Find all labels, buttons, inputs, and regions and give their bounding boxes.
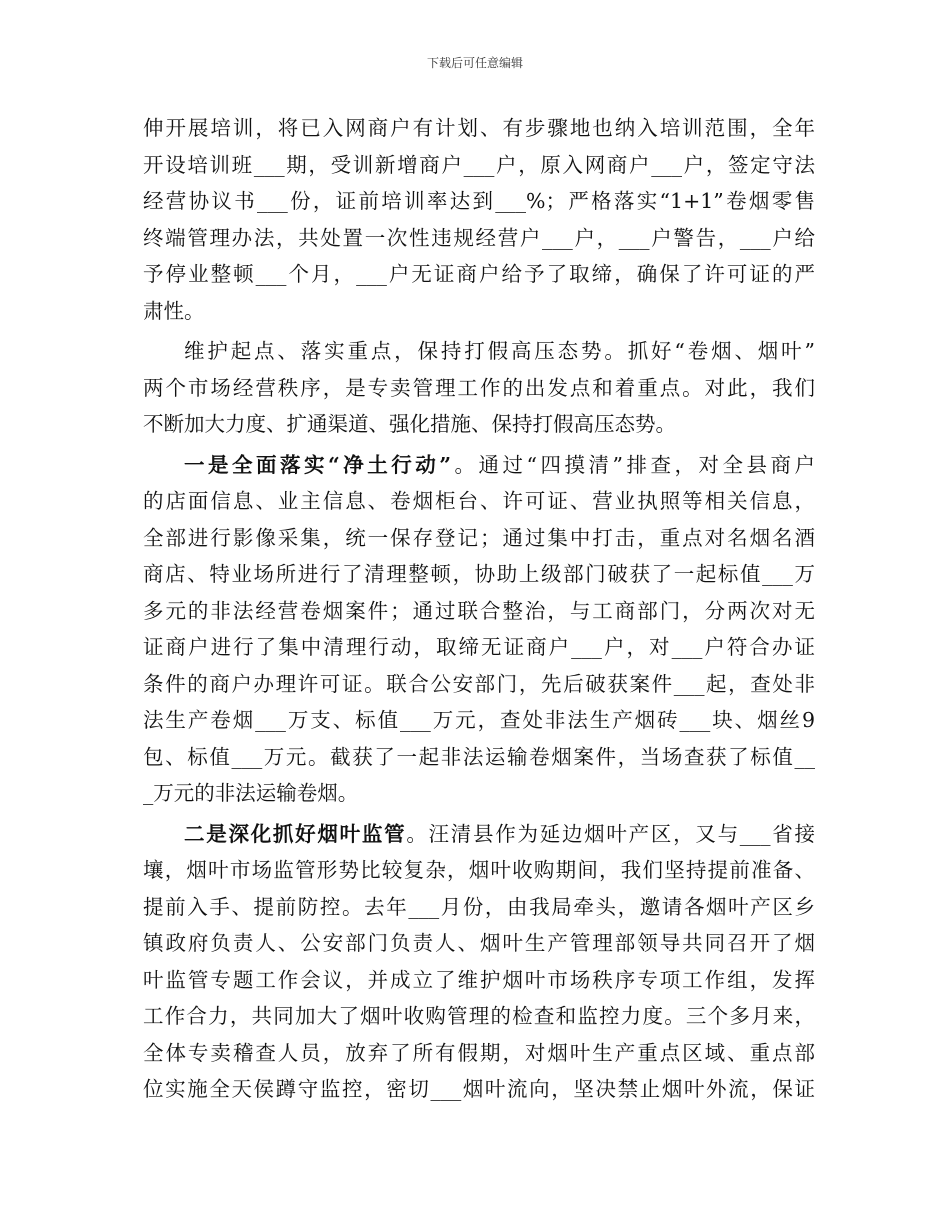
- text-line: _万元的非法运输卷烟。: [143, 781, 359, 805]
- text-line: 经营协议书___份，证前培训率达到___%；严格落实“1+1”卷烟零售: [143, 189, 815, 213]
- text-line: [143, 816, 815, 853]
- text-line: 予停业整顿___个月，___户无证商户给予了取缔，确保了许可证的严: [143, 262, 815, 286]
- text-line: 包、标值___万元。截获了一起非法运输卷烟案件，当场查获了标值__: [143, 744, 815, 769]
- text-span: 。汪清县作为延边烟叶产区，又与___省接: [406, 821, 816, 846]
- text-line: 提前入手、提前防控。去年___月份，由我局牵头，邀请各烟叶产区乡: [143, 894, 815, 919]
- text-line: 维护起点、落实重点，保持打假高压态势。抓好“卷烟、烟叶”: [184, 339, 815, 363]
- text-line: 工作合力，共同加大了烟叶收购管理的检查和监控力度。三个多月来，: [143, 1004, 815, 1028]
- text-line: 全体专卖稽查人员，放弃了所有假期，对烟叶生产重点区域、重点部: [143, 1040, 815, 1065]
- text-line: 的店面信息、业主信息、卷烟柜台、许可证、营业执照等相关信息，: [143, 489, 815, 513]
- paragraph-lead-bold: 一是全面落实“净土行动”: [184, 452, 452, 477]
- text-line: 镇政府负责人、公安部门负责人、烟叶生产管理部领导共同召开了烟: [143, 931, 815, 955]
- paragraph: [143, 816, 815, 1108]
- text-line: 壤，烟叶市场监管形势比较复杂，烟叶收购期间，我们坚持提前准备、: [143, 858, 815, 882]
- text-span: 。通过“四摸清”排查，对全县商户: [451, 452, 815, 477]
- text-line: 商店、特业场所进行了清理整顿，协助上级部门破获了一起标值___万: [143, 562, 815, 586]
- text-line: 多元的非法经营卷烟案件；通过联合整治，与工商部门，分两次对无: [143, 598, 815, 623]
- text-line: 两个市场经营秩序，是专卖管理工作的出发点和着重点。对此，我们: [143, 375, 815, 400]
- text-line: 终端管理办法，共处置一次性违规经营户___户，___户警告，___户给: [143, 225, 815, 250]
- text-line: 全部进行影像采集，统一保存登记；通过集中打击，重点对名烟名酒: [143, 525, 815, 550]
- page-header: 下载后可任意编辑: [426, 56, 523, 70]
- paragraph: [143, 110, 815, 329]
- text-line: 条件的商户办理许可证。联合公安部门，先后破获案件___起，查处非: [143, 671, 815, 696]
- paragraph-lead-bold: 二是深化抓好烟叶监管: [184, 821, 407, 846]
- text-line: 叶监管专题工作会议，并成立了维护烟叶市场秩序专项工作组，发挥: [143, 967, 815, 992]
- text-line: 开设培训班___期，受训新增商户___户，原入网商户___户，签定守法: [143, 152, 815, 177]
- paragraph: [143, 447, 815, 812]
- document-body: [143, 110, 815, 1108]
- paragraph: [143, 333, 815, 443]
- text-line: 法生产卷烟___万支、标值___万元，查处非法生产烟砖___块、烟丝9: [143, 708, 815, 732]
- text-line: 不断加大力度、扩通渠道、强化措施、保持打假高压态势。: [143, 412, 676, 436]
- text-line: 伸开展培训，将已入网商户有计划、有步骤地也纳入培训范围，全年: [143, 116, 815, 140]
- text-line: 肃性。: [143, 298, 205, 323]
- text-line: [143, 447, 815, 484]
- text-line: 位实施全天侯蹲守监控，密切___烟叶流向，坚决禁止烟叶外流，保证: [143, 1077, 815, 1101]
- text-line: 证商户进行了集中清理行动，取缔无证商户___户，对___户符合办证: [143, 635, 815, 659]
